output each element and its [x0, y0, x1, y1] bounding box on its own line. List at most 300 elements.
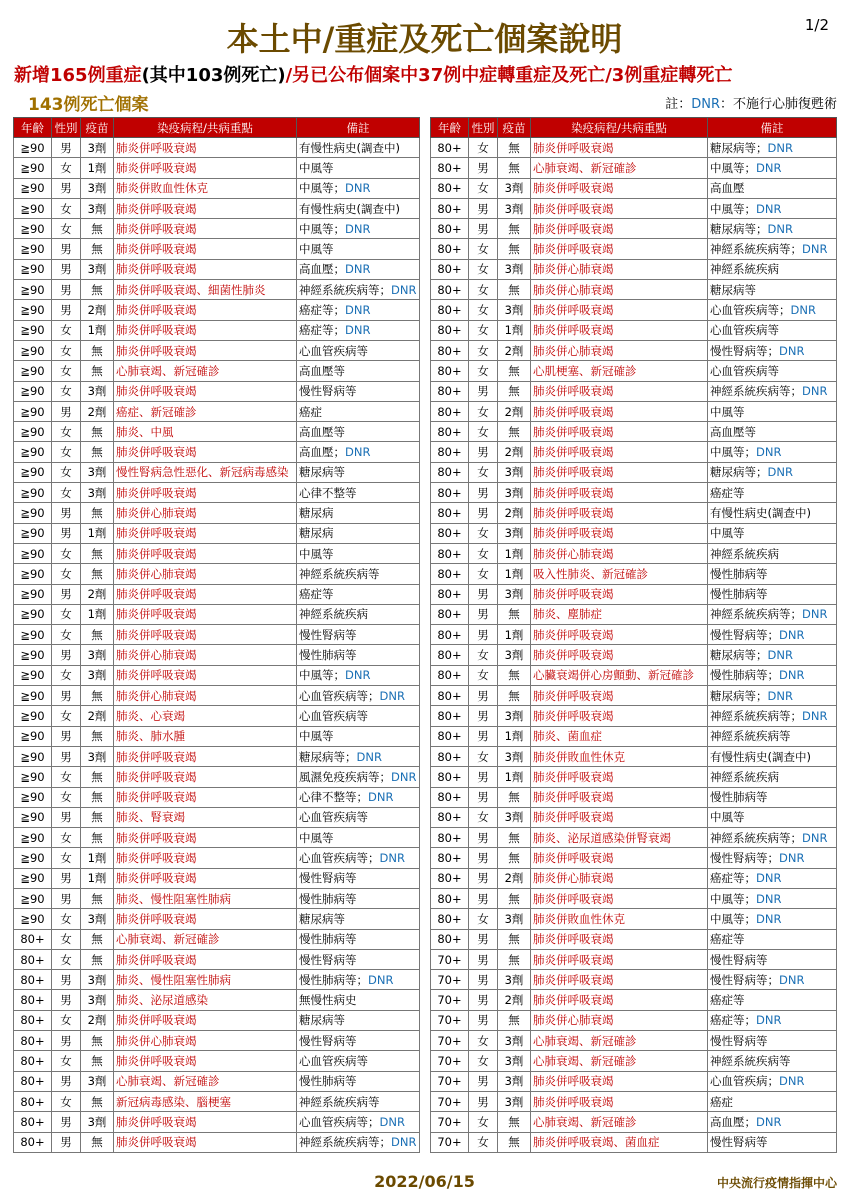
cell-vaccine: 1劑	[81, 604, 114, 624]
cell-course: 肺炎併呼吸衰竭	[531, 422, 708, 442]
cell-course: 肺炎併心肺衰竭	[114, 686, 297, 706]
cell-vaccine: 無	[498, 422, 531, 442]
cell-sex: 女	[469, 1031, 498, 1051]
cell-vaccine: 1劑	[81, 320, 114, 340]
cell-vaccine: 3劑	[498, 706, 531, 726]
remark-text: 心血管疾病等	[299, 708, 368, 723]
cell-remarks	[297, 320, 420, 340]
cell-remarks	[297, 361, 420, 381]
cell-vaccine: 2劑	[498, 401, 531, 421]
cell-course: 肺炎併呼吸衰竭	[531, 178, 708, 198]
cell-sex: 男	[52, 807, 81, 827]
cell-sex: 男	[469, 868, 498, 888]
table-row	[14, 483, 420, 503]
cell-age: 80+	[14, 1091, 52, 1111]
cell-course: 肺炎併呼吸衰竭	[114, 868, 297, 888]
cell-age: 80+	[431, 340, 469, 360]
cell-remarks	[297, 381, 420, 401]
cell-vaccine: 無	[498, 929, 531, 949]
cell-remarks	[708, 1031, 837, 1051]
cell-sex: 男	[52, 686, 81, 706]
remark-text: 無慢性病史	[299, 993, 357, 1008]
cell-sex: 女	[469, 1051, 498, 1071]
cell-course: 肺炎、塵肺症	[531, 604, 708, 624]
remark-text: 中風等	[299, 729, 334, 744]
cell-sex: 女	[52, 543, 81, 563]
dnr-tag: DNR	[802, 384, 828, 399]
cell-age: 80+	[14, 949, 52, 969]
cell-course: 肺炎併呼吸衰竭	[114, 259, 297, 279]
table-row	[14, 219, 420, 239]
cell-vaccine: 1劑	[498, 767, 531, 787]
cell-sex: 女	[469, 239, 498, 259]
cell-age: ≧90	[14, 604, 52, 624]
cell-course: 肺炎併呼吸衰竭	[114, 949, 297, 969]
remark-text: 中風等；	[710, 445, 756, 460]
cell-age: 80+	[14, 1010, 52, 1030]
cell-course: 肺炎併呼吸衰竭	[531, 949, 708, 969]
cell-sex: 女	[469, 746, 498, 766]
cell-course: 肺炎併呼吸衰竭	[531, 625, 708, 645]
remark-text: 神經系統疾病等	[299, 566, 380, 581]
cell-sex: 男	[52, 1071, 81, 1091]
cell-remarks	[297, 198, 420, 218]
table-row	[14, 1010, 420, 1030]
cell-age: 80+	[431, 219, 469, 239]
remark-text: 癌症等；	[299, 303, 345, 318]
remark-text: 神經系統疾病等	[710, 729, 791, 744]
table-row	[14, 259, 420, 279]
cell-vaccine: 3劑	[81, 462, 114, 482]
remark-text: 神經系統疾病等；	[710, 708, 802, 723]
cell-remarks	[297, 138, 420, 158]
cell-age: ≧90	[14, 138, 52, 158]
case-table-left	[13, 117, 420, 1153]
cell-age: 80+	[14, 1051, 52, 1071]
cell-sex: 女	[469, 462, 498, 482]
cell-vaccine: 無	[498, 361, 531, 381]
cell-age: ≧90	[14, 462, 52, 482]
cell-course: 肺炎併呼吸衰竭	[531, 706, 708, 726]
cell-sex: 女	[52, 929, 81, 949]
cell-course: 肺炎併呼吸衰竭	[531, 219, 708, 239]
cell-remarks	[708, 807, 837, 827]
col-remarks: 備註	[708, 118, 837, 138]
table-row	[14, 1051, 420, 1071]
cell-course: 肺炎併呼吸衰竭	[114, 138, 297, 158]
cell-vaccine: 3劑	[81, 198, 114, 218]
cell-age: 80+	[431, 503, 469, 523]
remark-text: 心律不整等；	[299, 790, 368, 805]
cell-sex: 男	[469, 483, 498, 503]
remark-text: 慢性腎病等	[299, 1033, 357, 1048]
table-row	[14, 909, 420, 929]
cell-vaccine: 無	[498, 280, 531, 300]
cell-age: ≧90	[14, 442, 52, 462]
dnr-tag: DNR	[767, 648, 793, 663]
cell-vaccine: 1劑	[81, 158, 114, 178]
cell-remarks	[297, 239, 420, 259]
cell-vaccine: 3劑	[81, 483, 114, 503]
cell-vaccine: 3劑	[81, 138, 114, 158]
table-row	[14, 198, 420, 218]
cell-age: ≧90	[14, 381, 52, 401]
cell-age: 80+	[431, 198, 469, 218]
cell-age: 70+	[431, 1112, 469, 1132]
table-row	[431, 340, 837, 360]
cell-remarks	[297, 219, 420, 239]
cell-course: 肺炎併心肺衰竭	[531, 543, 708, 563]
table-row	[14, 523, 420, 543]
cell-age: ≧90	[14, 300, 52, 320]
cell-age: ≧90	[14, 868, 52, 888]
table-row	[431, 828, 837, 848]
cell-sex: 男	[469, 787, 498, 807]
table-row	[431, 990, 837, 1010]
cell-remarks	[297, 178, 420, 198]
cell-vaccine: 無	[81, 888, 114, 908]
cell-sex: 女	[52, 198, 81, 218]
cell-course: 肺炎併呼吸衰竭	[114, 198, 297, 218]
cell-remarks	[708, 1051, 837, 1071]
cell-remarks	[708, 929, 837, 949]
cell-sex: 男	[52, 726, 81, 746]
dnr-tag: DNR	[756, 201, 782, 216]
cell-remarks	[708, 584, 837, 604]
cell-course: 肺炎併呼吸衰竭	[114, 442, 297, 462]
cell-remarks	[297, 706, 420, 726]
cell-course: 肺炎併呼吸衰竭	[114, 848, 297, 868]
issuing-org: 中央流行疫情指揮中心	[716, 1176, 837, 1190]
cell-course: 肺炎併心肺衰竭	[531, 340, 708, 360]
cell-sex: 男	[52, 584, 81, 604]
cell-age: ≧90	[14, 665, 52, 685]
cell-vaccine: 無	[81, 686, 114, 706]
remark-text: 糖尿病等	[710, 282, 756, 297]
dnr-tag: DNR	[779, 972, 805, 987]
cell-course: 肺炎併呼吸衰竭	[531, 645, 708, 665]
remark-text: 慢性肺病等；	[710, 668, 779, 683]
cell-remarks	[708, 401, 837, 421]
cell-age: 80+	[431, 828, 469, 848]
table-row	[431, 888, 837, 908]
cell-vaccine: 無	[81, 929, 114, 949]
table-row	[431, 787, 837, 807]
cell-age: 70+	[431, 1091, 469, 1111]
table-row	[431, 401, 837, 421]
cell-sex: 女	[469, 340, 498, 360]
cell-vaccine: 3劑	[498, 198, 531, 218]
cell-vaccine: 3劑	[81, 665, 114, 685]
cell-vaccine: 無	[81, 340, 114, 360]
cell-remarks	[297, 462, 420, 482]
remark-text: 癌症等；	[299, 323, 345, 338]
cell-age: ≧90	[14, 726, 52, 746]
dnr-tag: DNR	[767, 465, 793, 480]
cell-vaccine: 3劑	[498, 746, 531, 766]
cell-sex: 男	[469, 198, 498, 218]
cell-course: 肺炎併呼吸衰竭	[531, 1091, 708, 1111]
cell-vaccine: 1劑	[81, 523, 114, 543]
cell-sex: 男	[52, 523, 81, 543]
table-row	[431, 726, 837, 746]
cell-sex: 男	[469, 686, 498, 706]
cell-course: 肺炎併呼吸衰竭	[531, 888, 708, 908]
dnr-note	[665, 93, 837, 112]
table-row	[431, 523, 837, 543]
cell-course: 肺炎併呼吸衰竭	[531, 767, 708, 787]
cell-remarks	[297, 1132, 420, 1152]
remark-text: 神經系統疾病	[710, 769, 779, 784]
cell-course: 肺炎併呼吸衰竭	[531, 523, 708, 543]
cell-age: 80+	[14, 1031, 52, 1051]
remark-text: 慢性肺病等	[299, 932, 357, 947]
table-row	[14, 1031, 420, 1051]
col-vaccine: 疫苗	[498, 118, 531, 138]
table-row	[431, 361, 837, 381]
remark-text: 神經系統疾病等；	[710, 830, 802, 845]
table-row	[14, 178, 420, 198]
cell-course: 肺炎併心肺衰竭	[531, 868, 708, 888]
cell-vaccine: 無	[81, 1091, 114, 1111]
remark-text: 糖尿病	[299, 505, 334, 520]
remark-text: 心血管疾病；	[710, 1074, 779, 1089]
remark-text: 慢性腎病等	[710, 1135, 768, 1150]
cell-sex: 女	[52, 483, 81, 503]
cell-sex: 女	[52, 848, 81, 868]
cell-age: 80+	[431, 604, 469, 624]
table-row	[431, 564, 837, 584]
cell-age: ≧90	[14, 828, 52, 848]
cell-age: 80+	[14, 990, 52, 1010]
remark-text: 糖尿病等；	[710, 465, 768, 480]
col-sex: 性別	[52, 118, 81, 138]
remark-text: 神經系統疾病等；	[710, 242, 802, 257]
remark-text: 心血管疾病等；	[299, 851, 380, 866]
cell-vaccine: 3劑	[498, 645, 531, 665]
table-row	[431, 970, 837, 990]
note-dnr: DNR	[691, 97, 720, 112]
remark-text: 心血管疾病等	[299, 1054, 368, 1068]
cell-age: 80+	[431, 686, 469, 706]
cell-age: ≧90	[14, 746, 52, 766]
table-row	[431, 767, 837, 787]
remark-text: 神經系統疾病等	[710, 1054, 791, 1068]
dnr-tag: DNR	[756, 871, 782, 886]
cell-sex: 男	[52, 888, 81, 908]
col-age: 年齡	[14, 118, 52, 138]
cell-remarks	[297, 787, 420, 807]
cell-age: 70+	[431, 949, 469, 969]
cell-remarks	[708, 422, 837, 442]
cell-remarks	[708, 1132, 837, 1152]
dnr-tag: DNR	[345, 262, 371, 277]
cell-age: ≧90	[14, 158, 52, 178]
cell-remarks	[297, 828, 420, 848]
cell-course: 心肌梗塞、新冠確診	[531, 361, 708, 381]
cell-vaccine: 1劑	[498, 543, 531, 563]
table-row	[14, 645, 420, 665]
remark-text: 糖尿病等；	[710, 221, 768, 236]
cell-vaccine: 無	[81, 625, 114, 645]
remark-text: 慢性腎病等	[299, 384, 357, 399]
cell-remarks	[297, 1051, 420, 1071]
cell-sex: 男	[469, 706, 498, 726]
cell-age: 80+	[431, 239, 469, 259]
cell-vaccine: 無	[81, 767, 114, 787]
cell-vaccine: 無	[81, 1031, 114, 1051]
cell-remarks	[708, 767, 837, 787]
cell-remarks	[708, 198, 837, 218]
remark-text: 高血壓；	[710, 1114, 756, 1129]
cell-remarks	[297, 1071, 420, 1091]
cell-age: ≧90	[14, 422, 52, 442]
remark-text: 中風等；	[299, 181, 345, 196]
dnr-tag: DNR	[345, 445, 371, 460]
cell-sex: 男	[469, 219, 498, 239]
table-row	[14, 604, 420, 624]
cell-course: 肺炎併呼吸衰竭	[114, 625, 297, 645]
cell-remarks	[708, 340, 837, 360]
cell-age: ≧90	[14, 807, 52, 827]
table-row	[431, 503, 837, 523]
cell-remarks	[297, 442, 420, 462]
cell-remarks	[708, 888, 837, 908]
remark-text: 癌症等	[710, 485, 745, 500]
table-row	[431, 645, 837, 665]
cell-course: 肺炎併呼吸衰竭	[114, 381, 297, 401]
cell-sex: 女	[469, 361, 498, 381]
cell-vaccine: 2劑	[498, 340, 531, 360]
table-row	[14, 1071, 420, 1091]
table-row	[14, 767, 420, 787]
cell-remarks	[297, 158, 420, 178]
cell-sex: 女	[52, 787, 81, 807]
cell-age: 70+	[431, 1071, 469, 1091]
cell-vaccine: 無	[81, 442, 114, 462]
cell-remarks	[297, 726, 420, 746]
cell-vaccine: 無	[498, 1112, 531, 1132]
cell-vaccine: 3劑	[81, 1071, 114, 1091]
cell-age: 80+	[431, 584, 469, 604]
remark-text: 慢性肺病等	[299, 891, 357, 906]
cell-remarks	[708, 564, 837, 584]
remark-text: 有慢性病史(調查中)	[710, 505, 811, 520]
cell-course: 肺炎併敗血性休克	[531, 909, 708, 929]
cell-sex: 男	[469, 442, 498, 462]
cell-age: 80+	[431, 523, 469, 543]
remark-text: 慢性腎病等	[299, 952, 357, 967]
cell-vaccine: 無	[81, 1132, 114, 1152]
table-row	[14, 625, 420, 645]
cell-remarks	[297, 543, 420, 563]
cell-course: 肺炎併呼吸衰竭	[531, 686, 708, 706]
cell-age: ≧90	[14, 239, 52, 259]
cell-age: 80+	[431, 462, 469, 482]
cell-age: 80+	[431, 807, 469, 827]
table-row	[431, 138, 837, 158]
cell-vaccine: 2劑	[81, 584, 114, 604]
remark-text: 癌症等；	[710, 871, 756, 886]
remark-text: 有慢性病史(調查中)	[710, 749, 811, 764]
cell-remarks	[708, 158, 837, 178]
remark-text: 慢性腎病等	[299, 871, 357, 886]
cell-vaccine: 無	[81, 361, 114, 381]
table-row	[431, 442, 837, 462]
cell-course: 肺炎併呼吸衰竭	[531, 503, 708, 523]
cell-remarks	[297, 280, 420, 300]
cell-sex: 女	[469, 1132, 498, 1152]
dnr-tag: DNR	[802, 830, 828, 845]
dnr-tag: DNR	[345, 323, 371, 338]
cell-remarks	[297, 422, 420, 442]
cell-sex: 男	[469, 381, 498, 401]
cell-age: ≧90	[14, 340, 52, 360]
cell-remarks	[297, 1091, 420, 1111]
cell-sex: 男	[52, 239, 81, 259]
cell-remarks	[297, 1010, 420, 1030]
cell-age: ≧90	[14, 584, 52, 604]
dnr-tag: DNR	[391, 1135, 417, 1150]
cell-remarks	[708, 361, 837, 381]
cell-remarks	[297, 767, 420, 787]
cell-remarks	[297, 848, 420, 868]
cell-vaccine: 3劑	[498, 807, 531, 827]
remark-text: 糖尿病等；	[710, 140, 768, 155]
cell-vaccine: 無	[498, 604, 531, 624]
cell-vaccine: 3劑	[498, 483, 531, 503]
table-row	[431, 584, 837, 604]
cell-vaccine: 3劑	[81, 645, 114, 665]
cell-vaccine: 2劑	[81, 300, 114, 320]
cell-remarks	[297, 503, 420, 523]
remark-text: 糖尿病等	[299, 465, 345, 480]
table-row	[14, 949, 420, 969]
cell-course: 肺炎併呼吸衰竭	[114, 1010, 297, 1030]
dnr-tag: DNR	[802, 607, 828, 622]
cell-remarks	[708, 828, 837, 848]
cell-vaccine: 無	[498, 686, 531, 706]
cell-course: 肺炎併呼吸衰竭	[531, 483, 708, 503]
cell-sex: 女	[52, 361, 81, 381]
cell-age: 80+	[431, 726, 469, 746]
table-row	[14, 706, 420, 726]
cell-course: 肺炎併呼吸衰竭	[114, 1112, 297, 1132]
cell-vaccine: 3劑	[498, 584, 531, 604]
cell-sex: 女	[52, 381, 81, 401]
cell-vaccine: 3劑	[81, 1112, 114, 1132]
cell-age: ≧90	[14, 686, 52, 706]
remark-text: 癌症	[710, 1094, 733, 1109]
cell-age: ≧90	[14, 320, 52, 340]
case-table-right	[430, 117, 837, 1153]
cell-course: 肺炎、心衰竭	[114, 706, 297, 726]
table-row	[431, 1132, 837, 1152]
cell-sex: 女	[469, 523, 498, 543]
table-row	[431, 848, 837, 868]
remark-text: 心血管疾病等；	[710, 303, 791, 318]
cell-sex: 男	[52, 990, 81, 1010]
table-row	[14, 320, 420, 340]
cell-sex: 男	[52, 401, 81, 421]
dnr-tag: DNR	[756, 1013, 782, 1028]
remark-text: 糖尿病等	[299, 1013, 345, 1028]
remark-text: 神經系統疾病	[710, 262, 779, 277]
cell-course: 肺炎併呼吸衰竭	[114, 320, 297, 340]
table-row	[14, 746, 420, 766]
cell-remarks	[297, 401, 420, 421]
cell-vaccine: 3劑	[498, 300, 531, 320]
